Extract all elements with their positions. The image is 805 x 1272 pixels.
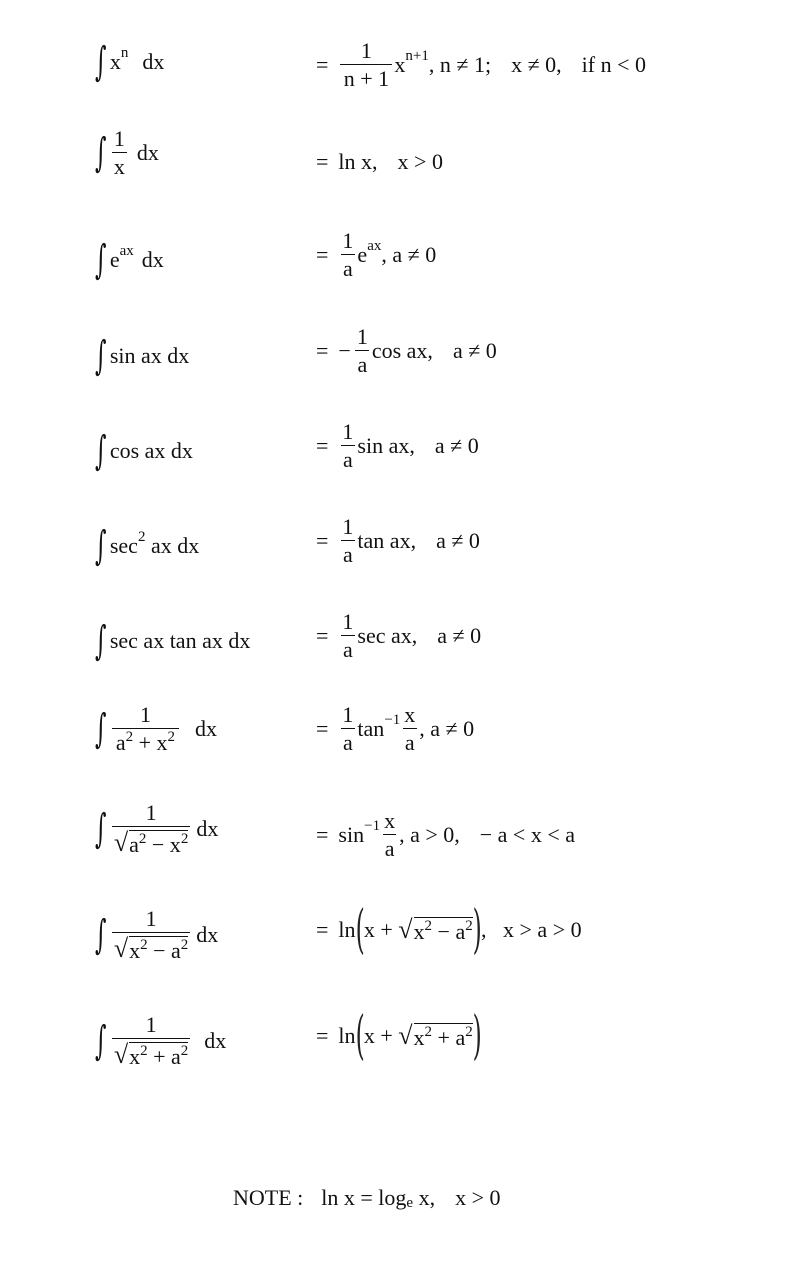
differential: dx <box>196 922 219 947</box>
rad-term: x <box>413 1025 425 1050</box>
rad-term: + a <box>432 1025 466 1050</box>
integral-lhs <box>95 704 217 754</box>
fraction <box>340 704 355 754</box>
fraction <box>355 326 370 376</box>
denominator: n + 1 <box>340 64 392 90</box>
close-paren: ) <box>472 900 482 960</box>
condition: , n ≠ 1; <box>428 52 492 77</box>
integral-sign: ∫ <box>95 39 107 85</box>
integral-sign: ∫ <box>95 523 107 569</box>
differential: dx <box>141 247 164 272</box>
minus-sign: − <box>338 338 351 363</box>
fraction <box>112 704 179 754</box>
condition: a ≠ 0 <box>437 623 482 648</box>
formula-row-2 <box>0 118 805 208</box>
integral-rhs <box>316 326 497 376</box>
exponent: 2 <box>180 831 189 847</box>
rad-term: − a <box>432 919 466 944</box>
differential: dx <box>136 140 159 165</box>
term: x + <box>363 1023 399 1048</box>
rad-term: − a <box>147 938 181 963</box>
numerator: 1 <box>360 38 372 63</box>
numerator: 1 <box>356 324 368 349</box>
radical <box>398 917 472 943</box>
note-expression: ln x = log <box>321 1185 407 1210</box>
equals-sign: = <box>316 917 329 942</box>
den-term: + x <box>133 730 168 755</box>
exponent: ax <box>367 237 382 254</box>
differential: dx <box>204 1028 227 1053</box>
integral-lhs <box>95 1014 226 1068</box>
condition: x > 0 <box>397 149 443 174</box>
integral-lhs <box>95 237 164 283</box>
numerator: 1 <box>342 419 354 444</box>
exponent: 2 <box>167 729 176 745</box>
numerator: 1 <box>145 1012 157 1037</box>
denominator: a <box>357 352 368 377</box>
rad-term: x <box>413 919 425 944</box>
integral-rhs <box>316 230 436 280</box>
integral-rhs <box>316 900 582 960</box>
denominator <box>112 932 190 962</box>
radical-icon: √ <box>398 915 413 944</box>
open-paren: ( <box>355 900 365 960</box>
integral-rhs <box>316 40 646 90</box>
denominator: x <box>113 154 125 179</box>
integrand: sin ax dx <box>109 343 190 368</box>
integral-sign: ∫ <box>95 130 107 176</box>
numerator: 1 <box>342 609 354 634</box>
expression: sin ax, <box>357 433 415 458</box>
equals-sign: = <box>316 716 329 741</box>
numerator: 1 <box>139 702 151 727</box>
integral-sign: ∫ <box>95 706 107 752</box>
note-condition: x > 0 <box>455 1185 501 1210</box>
denominator: a <box>343 542 353 567</box>
equals-sign: = <box>316 1023 329 1048</box>
exponent: 2 <box>465 1024 473 1040</box>
formula-row-8 <box>0 690 805 780</box>
fraction <box>340 516 355 566</box>
integral-lhs <box>95 39 165 85</box>
base: x <box>394 52 406 77</box>
integrand-rest: ax dx <box>145 533 200 558</box>
condition: , a > 0, <box>399 822 460 847</box>
rad-term: a <box>129 832 139 857</box>
integral-lhs <box>95 128 159 178</box>
rad-term: x <box>129 938 141 963</box>
exponent: 2 <box>424 1024 433 1040</box>
exponent: 2 <box>138 831 147 847</box>
denominator: a <box>343 447 353 472</box>
integral-sign: ∫ <box>95 237 107 283</box>
condition: a ≠ 0 <box>434 433 479 458</box>
equals-sign: = <box>316 338 329 363</box>
exponent: 2 <box>140 937 148 953</box>
expression: sec ax, <box>357 623 418 648</box>
integrand: cos ax dx <box>109 438 193 463</box>
radical <box>114 1042 188 1068</box>
denominator: a <box>343 256 353 281</box>
fraction <box>340 611 355 661</box>
condition: , a ≠ 0 <box>419 716 475 741</box>
close-paren: ) <box>472 1006 482 1066</box>
fraction <box>402 704 417 754</box>
numerator: 1 <box>342 514 354 539</box>
equals-sign: = <box>316 528 329 553</box>
formula-row-3 <box>0 212 805 302</box>
equals-sign: = <box>316 242 329 267</box>
note-label: NOTE : <box>233 1185 304 1210</box>
radical-icon: √ <box>113 1040 129 1069</box>
integral-rhs <box>316 611 481 661</box>
formula-row-9 <box>0 792 805 882</box>
fraction <box>112 802 190 856</box>
open-paren: ( <box>355 1006 365 1066</box>
radicand <box>129 1042 188 1068</box>
radical <box>398 1023 472 1049</box>
fraction <box>340 40 392 90</box>
note-expression-rest: x, <box>413 1185 436 1210</box>
rad-term: x <box>129 1044 141 1069</box>
numerator: 1 <box>145 906 157 931</box>
den-term: a <box>115 730 126 755</box>
formula-row-10 <box>0 898 805 988</box>
equals-sign: = <box>316 623 329 648</box>
fraction <box>112 128 127 178</box>
term: x + <box>363 917 399 942</box>
formula-row-7 <box>0 593 805 683</box>
denominator <box>112 826 190 856</box>
radicand <box>129 936 188 962</box>
exponent: n <box>120 44 129 61</box>
radicand <box>414 1023 473 1049</box>
expression: ln x, <box>338 149 378 174</box>
radical <box>114 830 188 856</box>
exponent: −1 <box>364 817 381 834</box>
integral-rhs <box>316 810 575 860</box>
fraction <box>112 1014 190 1068</box>
condition: − a < x < a <box>479 822 576 847</box>
denominator <box>112 1038 190 1068</box>
condition: a ≠ 0 <box>436 528 480 553</box>
numerator: x <box>404 702 416 727</box>
exponent: ax <box>119 242 134 259</box>
integral-sign: ∫ <box>95 428 107 474</box>
denominator: a <box>343 730 353 755</box>
rad-term: + a <box>147 1044 181 1069</box>
equals-sign: = <box>316 822 329 847</box>
integral-sign: ∫ <box>95 333 107 379</box>
equals-sign: = <box>316 52 329 77</box>
equals-sign: = <box>316 433 329 458</box>
fraction <box>340 230 355 280</box>
radical-icon: √ <box>113 828 129 857</box>
fraction <box>112 908 190 962</box>
log-base: e <box>406 1194 414 1211</box>
numerator: 1 <box>145 800 157 825</box>
integral-rhs <box>316 516 480 566</box>
differential: dx <box>142 49 165 74</box>
formula-row-11 <box>0 1004 805 1094</box>
integral-rhs <box>316 704 474 754</box>
exponent: −1 <box>384 711 401 728</box>
denominator <box>112 728 179 754</box>
integral-rhs <box>316 421 479 471</box>
integrand: e <box>109 247 120 272</box>
formula-row-4 <box>0 308 805 398</box>
formula-row-6 <box>0 498 805 588</box>
integral-lhs <box>95 523 200 569</box>
exponent: 2 <box>137 528 146 545</box>
integral-sign: ∫ <box>95 618 107 664</box>
rad-term: − x <box>146 832 181 857</box>
base: e <box>357 242 368 267</box>
note <box>233 1185 501 1211</box>
integral-sign: ∫ <box>95 912 107 958</box>
fraction <box>382 810 397 860</box>
equals-sign: = <box>316 149 329 174</box>
condition: a ≠ 0 <box>452 338 497 363</box>
radicand <box>129 830 188 856</box>
radical-icon: √ <box>113 934 129 963</box>
expression: tan ax, <box>357 528 417 553</box>
condition: , x > a > 0 <box>481 917 582 942</box>
exponent: 2 <box>465 918 473 934</box>
integrand: x <box>109 49 121 74</box>
expression: cos ax, <box>371 338 433 363</box>
integral-lhs <box>95 618 251 664</box>
integral-lhs <box>95 428 193 474</box>
integrand: sec ax tan ax dx <box>109 628 251 653</box>
integrand: sec <box>109 533 138 558</box>
condition: , a ≠ 0 <box>381 242 437 267</box>
numerator: 1 <box>113 126 125 151</box>
function: tan <box>357 716 385 741</box>
fraction <box>340 421 355 471</box>
radical <box>114 936 188 962</box>
exponent: 2 <box>424 918 433 934</box>
numerator: x <box>384 808 396 833</box>
numerator: 1 <box>342 228 354 253</box>
integral-lhs <box>95 908 218 962</box>
integral-lhs <box>95 333 190 379</box>
formula-row-1 <box>0 22 805 112</box>
condition: if n < 0 <box>581 52 647 77</box>
function: ln <box>338 1023 356 1048</box>
exponent: 2 <box>180 1043 189 1059</box>
condition: x ≠ 0, <box>511 52 562 77</box>
numerator: 1 <box>342 702 354 727</box>
integral-sign: ∫ <box>95 1018 107 1064</box>
exponent: 2 <box>140 1043 148 1059</box>
exponent: n+1 <box>405 47 429 64</box>
radicand <box>414 917 473 943</box>
radical-icon: √ <box>398 1021 413 1050</box>
integral-sign: ∫ <box>95 806 107 852</box>
differential: dx <box>195 716 218 741</box>
function: ln <box>338 917 356 942</box>
differential: dx <box>196 816 219 841</box>
denominator: a <box>343 637 353 662</box>
exponent: 2 <box>125 729 134 745</box>
denominator: a <box>384 836 395 861</box>
exponent: 2 <box>180 937 189 953</box>
integral-rhs <box>316 1006 482 1066</box>
function: sin <box>338 822 365 847</box>
integral-lhs <box>95 802 218 856</box>
formula-row-5 <box>0 403 805 493</box>
denominator: a <box>404 730 415 755</box>
integral-rhs <box>316 151 443 173</box>
